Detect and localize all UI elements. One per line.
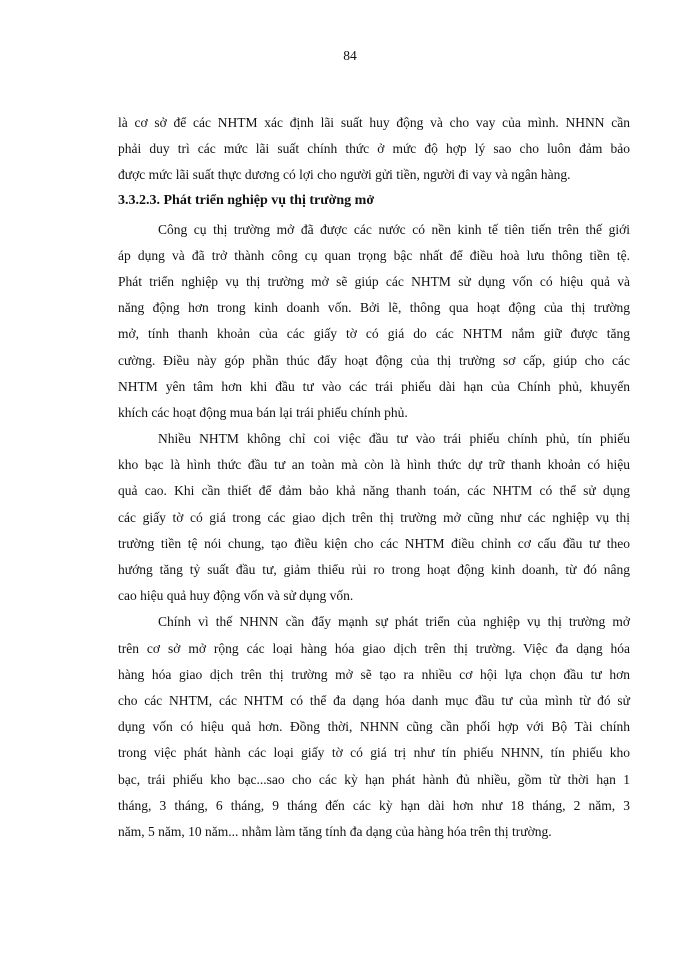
- text-line: các giấy tờ có giá trong các giao dịch trên thị trường mở cũng như các nghiệp vụ thị: [118, 509, 630, 525]
- text-line: cường. Điều này góp phần thúc đẩy hoạt động của thị trường sơ cấp, giúp cho các: [118, 352, 630, 368]
- text-line: trường tiền tệ nói chung, tạo điều kiện cho các NHTM điều chỉnh cơ cấu đầu tư theo: [118, 535, 630, 551]
- text-line: hàng hóa giao dịch trên thị trường mở sẽ tạo ra nhiều cơ hội lựa chọn đầu tư hơn: [118, 666, 630, 682]
- text-line: quả cao. Khi cần thiết để đảm bảo khả năng thanh toán, các NHTM có thể sử dụng: [118, 483, 630, 499]
- text-line: khích các hoạt động mua bán lại trái phiếu chính phủ.: [118, 404, 408, 420]
- text-line: cao hiệu quả huy động vốn và sử dụng vốn.: [118, 588, 354, 604]
- text-line: mở, tính thanh khoản của các giấy tờ có giá do các NHTM nắm giữ được tăng: [118, 326, 630, 342]
- text-line: Phát triển nghiệp vụ thị trường mở sẽ giúp các NHTM sử dụng vốn có hiệu quả và: [118, 273, 630, 289]
- text-line: phải duy trì các mức lãi suất chính thức ở mức độ hợp lý sao cho luôn đảm bảo: [118, 141, 630, 157]
- text-line: NHTM yên tâm hơn khi đầu tư vào các trái phiếu dài hạn của Chính phủ, khuyến: [118, 378, 630, 394]
- text-line: hướng tăng tỷ suất đầu tư, giảm thiểu rủi ro trong hoạt động kinh doanh, từ đó nâng: [118, 562, 630, 577]
- page-content: [118, 110, 630, 845]
- text-line: kho bạc là hình thức đầu tư an toàn mà còn là hình thức dự trữ thanh khoản có hiệu: [118, 457, 630, 473]
- text-line: Nhiều NHTM không chỉ coi việc đầu tư vào trái phiếu chính phủ, tín phiếu: [158, 431, 630, 447]
- text-line: Công cụ thị trường mở đã được các nước có nền kinh tế tiên tiến trên thế giới: [158, 221, 630, 237]
- paragraph-2: [118, 426, 630, 609]
- text-line: Chính vì thế NHNN cần đẩy mạnh sự phát triển của nghiệp vụ thị trường mở: [158, 614, 630, 630]
- paragraph-1: [118, 217, 630, 427]
- text-line: năm, 5 năm, 10 năm... nhằm làm tăng tính đa dạng của hàng hóa trên thị trường.: [118, 823, 552, 839]
- page-number: 84: [343, 48, 357, 63]
- text-line: cho các NHTM, các NHTM có thể đa dạng hóa danh mục đầu tư của mình từ đó sử: [118, 692, 630, 708]
- paragraph-intro: [118, 110, 630, 189]
- text-line: được mức lãi suất thực dương có lợi cho người gửi tiền, người đi vay và ngân hàng.: [118, 167, 571, 183]
- text-line: tháng, 3 tháng, 6 tháng, 9 tháng đến các kỳ hạn dài hơn như 18 tháng, 2 năm, 3: [118, 797, 630, 813]
- text-line: áp dụng và đã trở thành công cụ quan trọng bậc nhất để điều hoà lưu thông tiền tệ.: [118, 247, 630, 263]
- text-line: trong việc phát hành các loại giấy tờ có giá trị như tín phiếu NHNN, tín phiếu kho: [118, 745, 630, 761]
- text-line: trên cơ sở mở rộng các loại hàng hóa giao dịch trên thị trường. Việc đa dạng hóa: [118, 640, 630, 656]
- text-line: năng động hơn trong kinh doanh vốn. Bởi lẽ, thông qua hoạt động của thị trường: [118, 300, 630, 316]
- text-line: bạc, trái phiếu kho bạc...sao cho các kỳ hạn phát hành đủ nhiều, gồm từ thời hạn 1: [118, 771, 630, 787]
- section-heading: 3.3.2.3. Phát triển nghiệp vụ thị trường mở: [118, 192, 375, 208]
- text-line: dụng vốn có hiệu quả hơn. Đồng thời, NHNN cũng cần phối hợp với Bộ Tài chính: [118, 719, 630, 735]
- paragraph-3: [118, 609, 630, 845]
- text-line: là cơ sở để các NHTM xác định lãi suất huy động và cho vay của mình. NHNN cần: [118, 115, 630, 130]
